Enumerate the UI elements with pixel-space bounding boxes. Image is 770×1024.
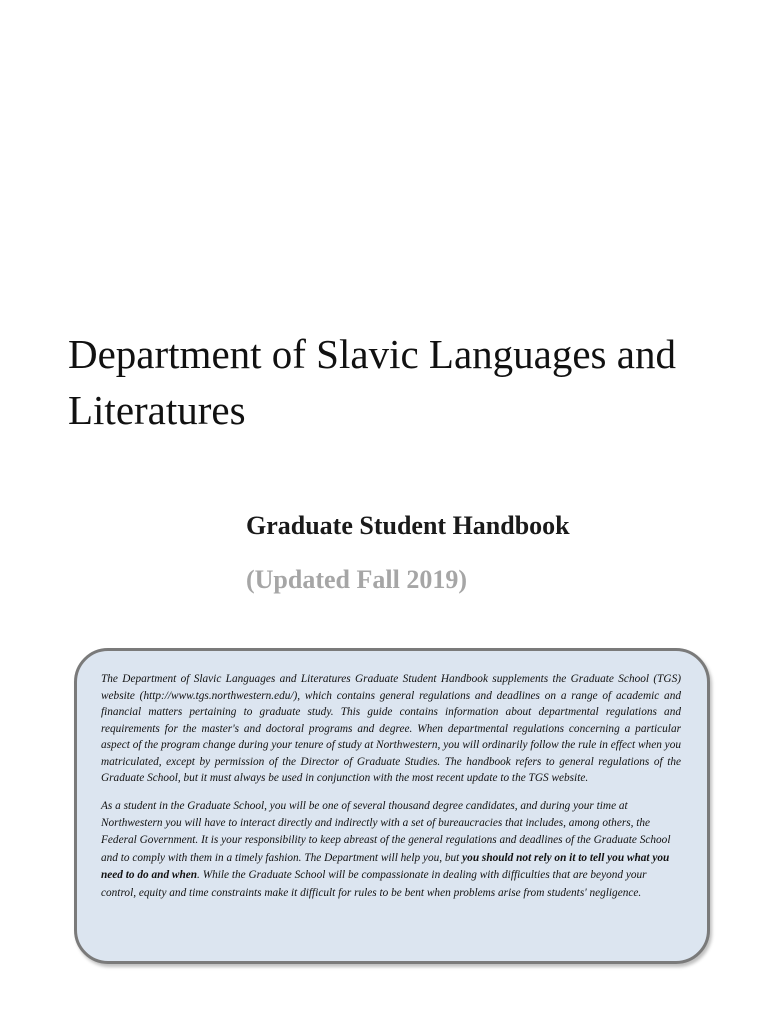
info-paragraph-2 (101, 798, 681, 902)
info-paragraph-1: The Department of Slavic Languages and Literatures Graduate Student Handbook supplements the Graduate School (TGS) website (http://www.tgs.northwestern.edu/), which contains general regulations and deadlines on a range of academic and financial matters pertaining to graduate study. This guide contains information about departmental regulations and requirements for the master's and doctoral programs and degree. When departmental regulations concerning a particular aspect of the program change during your tenure of study at Northwestern, you will ordinarily follow the rule in effect when you matriculated, except by permission of the Director of Graduate Studies. The handbook refers to general regulations of the Graduate School, but it must always be used in conjunction with the most recent update to the TGS website. (101, 673, 681, 784)
info-paragraph-2-emphasis: you should not rely on it to tell you what you need to do and when (101, 851, 670, 882)
document-title: Department of Slavic Languages and Literatures (68, 331, 676, 433)
info-paragraph-2-start: As a student in the Graduate School, you will be one of several thousand degree candidates, and during your time at Northwestern you will have to interact directly and indirectly with a set of bureaucracies that includes, among others, the Federal Government. It is your responsibility to keep abreast of the general regulations and deadlines of the Graduate School and to comply with them in a timely fashion. The Department will help you, but (101, 799, 671, 864)
info-paragraph-2-end: . While the Graduate School will be compassionate in dealing with difficulties that are beyond your control, equity and time constraints make it difficult for rules to be bent when problems arise from students' negligence. (101, 869, 647, 899)
updated-date: (Updated Fall 2019) (246, 565, 467, 594)
document-subtitle: Graduate Student Handbook (246, 511, 570, 540)
info-box (74, 648, 710, 964)
